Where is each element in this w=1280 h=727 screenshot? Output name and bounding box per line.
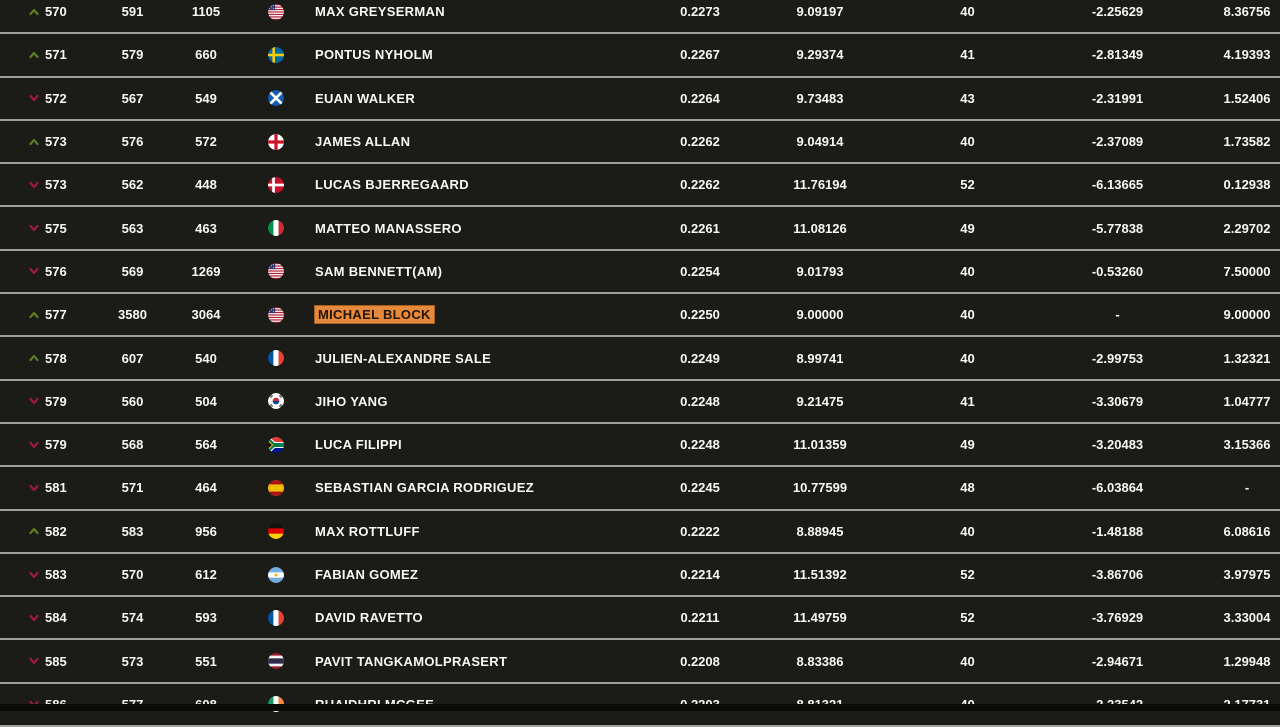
- rank-value: 579: [45, 393, 67, 409]
- previous-rank: 591: [121, 4, 144, 20]
- flag-fr-icon: [268, 350, 284, 366]
- rank-value: 573: [45, 134, 67, 150]
- events-played: 49: [960, 220, 975, 236]
- points-lost: -6.03864: [1091, 480, 1144, 496]
- points-lost: -: [1115, 307, 1120, 323]
- player-row[interactable]: [0, 640, 1280, 683]
- rank-down-icon: [29, 441, 39, 449]
- points-gained: 4.19393: [1223, 47, 1271, 63]
- secondary-rank: 564: [195, 437, 217, 453]
- points-gained: -: [1244, 480, 1250, 496]
- total-points: 8.83386: [796, 653, 844, 669]
- points-gained: 1.73582: [1223, 134, 1271, 150]
- rank-up-icon: [29, 354, 39, 362]
- search-highlight: MICHAEL BLOCK: [315, 306, 434, 323]
- rank-cell: [0, 307, 95, 322]
- player-name: PAVIT TANGKAMOLPRASERT: [315, 653, 508, 669]
- average-points: 0.2264: [680, 90, 720, 106]
- average-points: 0.2267: [680, 47, 720, 63]
- points-gained: 3.97975: [1223, 567, 1271, 582]
- events-played: 40: [960, 307, 975, 323]
- player-row[interactable]: [0, 164, 1280, 207]
- previous-rank: 569: [121, 263, 144, 279]
- previous-rank: 579: [121, 47, 144, 63]
- rank-down-icon: [29, 484, 39, 492]
- secondary-rank: 1269: [191, 263, 221, 279]
- points-lost: -2.31991: [1091, 90, 1144, 106]
- player-name: EUAN WALKER: [315, 90, 416, 106]
- rank-value: 585: [45, 653, 67, 669]
- total-points: 9.00000: [796, 307, 844, 323]
- events-played: 40: [960, 134, 975, 150]
- rank-cell: [0, 264, 95, 279]
- average-points: 0.2249: [680, 350, 720, 366]
- points-gained: 1.29948: [1223, 653, 1271, 669]
- flag-fr-icon: [268, 610, 284, 626]
- secondary-rank: 551: [195, 653, 217, 669]
- secondary-rank: 504: [195, 393, 217, 409]
- flag-sct-icon: [242, 90, 310, 106]
- points-lost: -2.25629: [1091, 4, 1144, 20]
- rank-value: 577: [45, 307, 67, 323]
- flag-us-icon: [268, 307, 284, 323]
- rank-down-icon: [29, 571, 39, 579]
- previous-rank: 607: [121, 350, 144, 366]
- flag-eng-icon: [242, 134, 310, 150]
- points-lost: -2.37089: [1091, 134, 1144, 150]
- rank-cell: [0, 134, 95, 149]
- player-name: DAVID RAVETTO: [315, 610, 423, 626]
- secondary-rank: 593: [195, 610, 217, 626]
- points-gained: 7.50000: [1223, 263, 1271, 279]
- player-name: SAM BENNETT(AM): [315, 263, 443, 279]
- events-played: 48: [960, 480, 975, 496]
- events-played: 52: [960, 610, 975, 626]
- player-name: JIHO YANG: [315, 393, 388, 409]
- total-points: 9.01793: [796, 263, 844, 279]
- points-lost: -2.99753: [1091, 350, 1144, 366]
- secondary-rank: 3064: [191, 307, 221, 323]
- rank-cell: [0, 4, 95, 19]
- rank-up-icon: [29, 8, 39, 16]
- secondary-rank: 1105: [191, 4, 221, 20]
- events-played: 41: [960, 47, 975, 63]
- rank-value: 583: [45, 567, 67, 582]
- secondary-rank: 956: [195, 523, 217, 539]
- points-gained: 6.08616: [1223, 523, 1271, 539]
- average-points: 0.2222: [680, 523, 720, 539]
- points-gained: 3.33004: [1223, 610, 1271, 626]
- total-points: 9.29374: [796, 47, 844, 63]
- points-lost: -2.81349: [1091, 47, 1144, 63]
- rank-value: 578: [45, 350, 67, 366]
- previous-rank: 568: [121, 437, 144, 453]
- points-lost: -3.20483: [1091, 437, 1144, 453]
- points-gained: 3.15366: [1223, 437, 1271, 453]
- player-name: JAMES ALLAN: [315, 134, 411, 150]
- previous-rank: 570: [121, 567, 144, 582]
- events-played: 40: [960, 263, 975, 279]
- total-points: 9.09197: [796, 4, 844, 20]
- rank-value: 572: [45, 90, 67, 106]
- rank-up-icon: [29, 51, 39, 59]
- player-name: MAX ROTTLUFF: [315, 523, 420, 539]
- average-points: 0.2248: [680, 393, 720, 409]
- rank-up-icon: [29, 527, 39, 535]
- points-lost: -3.86706: [1091, 567, 1144, 582]
- player-name: PONTUS NYHOLM: [315, 47, 434, 63]
- flag-fr-icon: [242, 610, 310, 626]
- player-row[interactable]: [0, 424, 1280, 467]
- total-points: 11.76194: [793, 177, 847, 193]
- total-points: 9.04914: [796, 134, 844, 150]
- rank-down-icon: [29, 224, 39, 232]
- rank-cell: [0, 47, 95, 62]
- rank-value: 575: [45, 220, 67, 236]
- previous-rank: 574: [121, 610, 144, 626]
- flag-se-icon: [242, 47, 310, 63]
- average-points: 0.2248: [680, 437, 720, 453]
- previous-rank: 560: [121, 393, 144, 409]
- previous-rank: 563: [121, 220, 144, 236]
- player-row[interactable]: [0, 554, 1280, 597]
- player-name: MATTEO MANASSERO: [315, 220, 462, 236]
- total-points: 10.77599: [792, 480, 848, 496]
- rank-value: 579: [45, 437, 67, 453]
- total-points: 8.88945: [796, 523, 844, 539]
- flag-dk-icon: [268, 177, 284, 193]
- events-played: 49: [960, 437, 975, 453]
- rank-cell: [0, 351, 95, 366]
- points-lost: -2.94671: [1091, 653, 1144, 669]
- rank-value: 584: [45, 610, 67, 626]
- secondary-rank: 572: [195, 134, 217, 150]
- flag-es-icon: [242, 480, 310, 496]
- secondary-rank: 549: [195, 90, 217, 106]
- rank-value: 571: [45, 47, 67, 63]
- flag-dk-icon: [242, 177, 310, 193]
- average-points: 0.2245: [680, 480, 720, 496]
- events-played: 52: [960, 177, 975, 193]
- events-played: 40: [960, 4, 975, 20]
- flag-us-icon: [242, 263, 310, 279]
- events-played: 40: [960, 523, 975, 539]
- rank-cell: [0, 221, 95, 236]
- rank-cell: [0, 394, 95, 409]
- events-played: 40: [960, 350, 975, 366]
- rank-value: 570: [45, 4, 67, 20]
- events-played: 43: [960, 90, 975, 106]
- rank-down-icon: [29, 397, 39, 405]
- total-points: 8.99741: [796, 350, 844, 366]
- average-points: 0.2262: [680, 177, 720, 193]
- player-name: FABIAN GOMEZ: [315, 567, 419, 582]
- flag-th-icon: [268, 653, 284, 669]
- points-lost: -1.48188: [1091, 523, 1144, 539]
- flag-ar-icon: [268, 567, 284, 583]
- player-name: LUCAS BJERREGAARD: [315, 177, 469, 193]
- average-points: 0.2254: [680, 263, 720, 279]
- player-name: MAX GREYSERMAN: [315, 4, 445, 20]
- flag-sct-icon: [268, 90, 284, 106]
- rank-value: 573: [45, 177, 67, 193]
- previous-rank: 576: [121, 134, 144, 150]
- player-row[interactable]: [0, 251, 1280, 294]
- flag-se-icon: [268, 47, 284, 63]
- total-points: 11.01359: [793, 437, 847, 453]
- player-row[interactable]: [0, 294, 1280, 337]
- rank-cell: [0, 177, 95, 192]
- points-gained: 1.32321: [1223, 350, 1271, 366]
- flag-fr-icon: [242, 350, 310, 366]
- events-played: 52: [960, 567, 975, 582]
- player-row[interactable]: [0, 78, 1280, 121]
- points-gained: 1.52406: [1223, 90, 1271, 106]
- flag-de-icon: [242, 523, 310, 539]
- flag-kr-icon: [268, 393, 284, 409]
- rank-down-icon: [29, 94, 39, 102]
- average-points: 0.2214: [680, 567, 720, 582]
- rank-up-icon: [29, 311, 39, 319]
- flag-us-icon: [268, 263, 284, 279]
- rank-value: 581: [45, 480, 67, 496]
- rank-cell: [0, 480, 95, 495]
- flag-es-icon: [268, 480, 284, 496]
- total-points: 9.73483: [796, 90, 844, 106]
- player-row[interactable]: [0, 337, 1280, 380]
- player-name: JULIEN-ALEXANDRE SALE: [315, 350, 492, 366]
- flag-ar-icon: [242, 567, 310, 583]
- previous-rank: 583: [121, 523, 144, 539]
- secondary-rank: 612: [195, 567, 217, 582]
- flag-za-icon: [242, 437, 310, 453]
- points-gained: 8.36756: [1223, 4, 1271, 20]
- points-lost: -3.76929: [1091, 610, 1144, 626]
- rank-cell: [0, 654, 95, 669]
- player-row[interactable]: [0, 381, 1280, 424]
- rank-value: 576: [45, 263, 67, 279]
- rank-cell: [0, 91, 95, 106]
- events-played: 41: [960, 393, 975, 409]
- rank-down-icon: [29, 181, 39, 189]
- rank-up-icon: [29, 138, 39, 146]
- previous-rank: 562: [121, 177, 144, 193]
- flag-it-icon: [268, 220, 284, 236]
- player-row[interactable]: [0, 207, 1280, 250]
- average-points: 0.2262: [680, 134, 720, 150]
- player-name: [310, 306, 650, 323]
- secondary-rank: 448: [195, 177, 217, 193]
- previous-rank: 571: [121, 480, 144, 496]
- rank-cell: [0, 437, 95, 452]
- total-points: 9.21475: [796, 393, 844, 409]
- points-gained: 1.04777: [1223, 393, 1271, 409]
- average-points: 0.2250: [680, 307, 720, 323]
- rank-down-icon: [29, 614, 39, 622]
- flag-za-icon: [268, 437, 284, 453]
- flag-it-icon: [242, 220, 310, 236]
- average-points: 0.2261: [680, 220, 720, 236]
- average-points: 0.2208: [680, 653, 720, 669]
- player-row[interactable]: [0, 34, 1280, 77]
- player-row[interactable]: [0, 597, 1280, 640]
- rank-cell: [0, 567, 95, 582]
- secondary-rank: 463: [195, 220, 217, 236]
- points-gained: 2.29702: [1223, 220, 1271, 236]
- points-lost: -5.77838: [1091, 220, 1144, 236]
- bottom-bar: [0, 704, 1280, 711]
- points-gained: 0.12938: [1223, 177, 1271, 193]
- rank-cell: [0, 610, 95, 625]
- secondary-rank: 660: [195, 47, 217, 63]
- secondary-rank: 540: [195, 350, 217, 366]
- average-points: 0.2211: [680, 610, 720, 626]
- player-row[interactable]: [0, 121, 1280, 164]
- previous-rank: 573: [121, 653, 144, 669]
- flag-de-icon: [268, 523, 284, 539]
- points-lost: -6.13665: [1091, 177, 1144, 193]
- previous-rank: 3580: [118, 307, 147, 323]
- flag-eng-icon: [268, 134, 284, 150]
- flag-us-icon: [242, 307, 310, 323]
- flag-kr-icon: [242, 393, 310, 409]
- points-lost: -0.53260: [1091, 263, 1144, 279]
- player-row[interactable]: [0, 511, 1280, 554]
- average-points: 0.2273: [680, 4, 720, 20]
- total-points: 11.49759: [793, 610, 847, 626]
- secondary-rank: 464: [195, 480, 217, 496]
- player-row[interactable]: [0, 0, 1280, 34]
- previous-rank: 567: [121, 90, 144, 106]
- points-gained: 9.00000: [1223, 307, 1271, 323]
- rank-cell: [0, 524, 95, 539]
- rank-down-icon: [29, 267, 39, 275]
- rank-value: 582: [45, 523, 67, 539]
- total-points: 11.08126: [793, 220, 847, 236]
- total-points: 11.51392: [793, 567, 847, 582]
- player-name: SEBASTIAN GARCIA RODRIGUEZ: [315, 480, 534, 496]
- player-name: LUCA FILIPPI: [315, 437, 402, 453]
- flag-us-icon: [268, 4, 284, 20]
- events-played: 40: [960, 653, 975, 669]
- player-row[interactable]: [0, 467, 1280, 510]
- rank-down-icon: [29, 657, 39, 665]
- flag-th-icon: [242, 653, 310, 669]
- points-lost: -3.30679: [1091, 393, 1144, 409]
- flag-us-icon: [242, 4, 310, 20]
